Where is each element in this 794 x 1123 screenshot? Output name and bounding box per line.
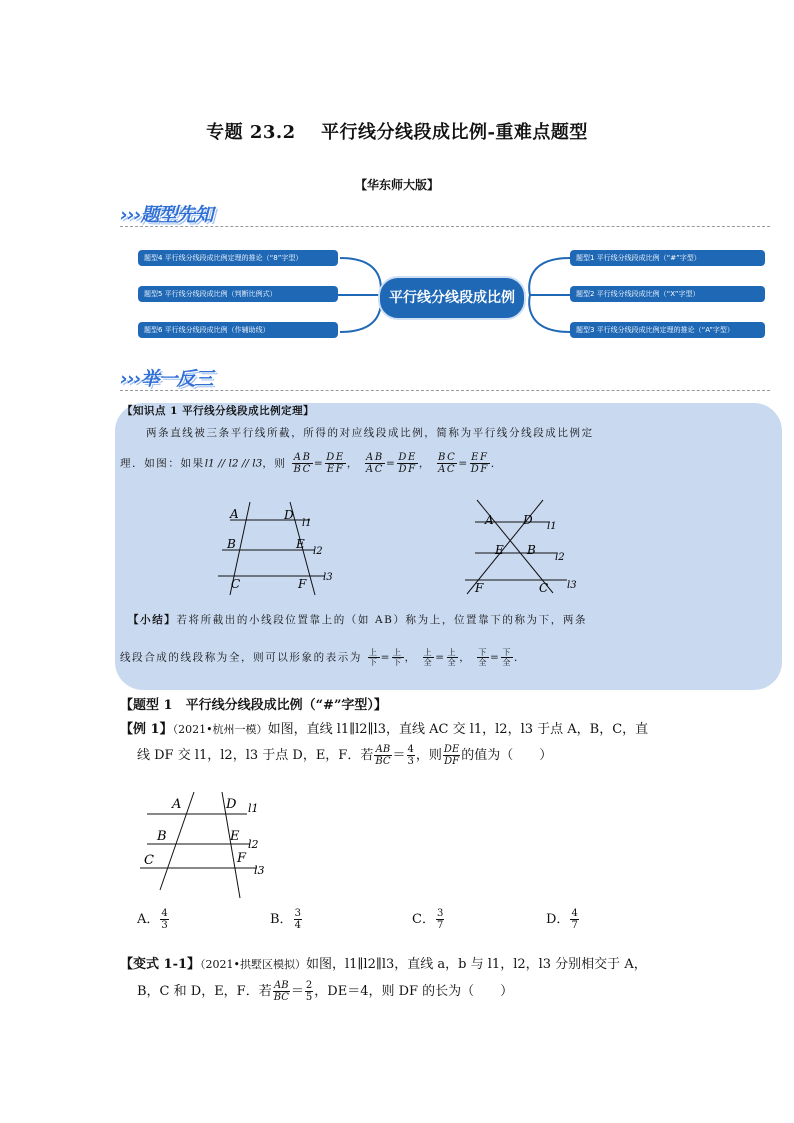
divider xyxy=(120,390,770,391)
fraction: $\frac{BC}{AC}$ xyxy=(437,452,457,475)
mindmap-item-type4: 题型4 平行线分线段成比例定理的推论（“8”字型） xyxy=(138,250,338,266)
fraction: $\frac{4}{3}$ xyxy=(407,744,414,767)
fig2-label: D xyxy=(523,513,533,527)
banner-arrows: ››› xyxy=(120,368,141,390)
fraction: $\frac{AB}{BC}$ xyxy=(375,744,391,767)
fraction: $\frac{4}{7}$ xyxy=(571,908,578,931)
option-d[interactable]: D． $\frac{4}{7}$ xyxy=(546,908,578,931)
fig2-label: C xyxy=(539,581,549,595)
banner-examples xyxy=(120,364,213,391)
fig2-label: F xyxy=(475,581,484,595)
fraction: $\frac{2}{5}$ xyxy=(305,980,313,1003)
banner-question-preview xyxy=(120,200,213,227)
fig2-label: E xyxy=(495,543,504,557)
fig3-label: D xyxy=(226,797,237,812)
fig1-label: l1 xyxy=(302,518,312,529)
fig2-label: l3 xyxy=(567,580,577,591)
mindmap-item-type3: 题型3 平行线分线段成比例定理的推论（“A”字型） xyxy=(570,322,765,338)
parallel-notation: l1 // l2 // l3 xyxy=(204,457,263,470)
fraction: $\frac{\text{上}}{\text{下}}$ xyxy=(392,648,403,667)
fraction: $\frac{3}{7}$ xyxy=(436,908,444,931)
fraction: $\frac{EF}{DF}$ xyxy=(470,452,489,475)
fig2-label: B xyxy=(527,543,536,557)
fig3-label: l3 xyxy=(254,864,265,877)
variant-tag: 【变式 1-1】 xyxy=(120,957,201,972)
divider xyxy=(120,226,770,227)
fraction: $\frac{AB}{AC}$ xyxy=(365,452,384,475)
edition-label: 【华东师大版】 xyxy=(354,178,439,192)
page-title: 专题 23.2 平行线分线段成比例-重难点题型 xyxy=(206,122,588,143)
fig2-label: l1 xyxy=(547,521,557,532)
summary-tag: 【小结】 xyxy=(128,614,177,626)
knowledge-line2: 理．如图：如果l1 // l2 // l3，则 $\frac{AB}{BC}$ = $\frac{DE}{EF}$ ， $\frac{AB}{AC}$ = $\frac{DE}{DF}$ ， $\frac{BC}{AC}$ = $\frac{EF}{DF}$ ． xyxy=(120,452,504,475)
figure-x-shape xyxy=(455,498,590,598)
type1-heading: 【题型 1 平行线分线段成比例（“#”字型）】 xyxy=(120,698,387,713)
example-tag: 【例 1】 xyxy=(120,722,173,737)
fig3-label: l2 xyxy=(248,838,259,851)
variant1-line1: 【变式 1-1】（2021•拱墅区模拟）如图，l1∥l2∥l3，直线 a，b 与 l1，l2，l3 分别相交于 A， xyxy=(120,957,647,972)
fraction: $\frac{\text{上}}{\text{全}}$ xyxy=(423,648,434,667)
fig3-label: E xyxy=(230,829,240,844)
mindmap-item-type5: 题型5 平行线分线段成比例（判断比例式） xyxy=(138,286,338,302)
fig3-label: C xyxy=(144,853,154,868)
fig1-label: l2 xyxy=(313,546,323,557)
fraction: $\frac{DE}{DF}$ xyxy=(443,744,460,767)
mindmap-center: 平行线分线段成比例 xyxy=(378,276,526,320)
mindmap-item-type6: 题型6 平行线分线段成比例（作辅助线） xyxy=(138,322,338,338)
fraction: $\frac{3}{4}$ xyxy=(294,908,301,931)
variant1-line2: B，C 和 D，E，F．若 $\frac{AB}{BC}$ ＝ $\frac{2}{5}$ ，DE＝4，则 DF 的长为（ ） xyxy=(137,980,514,1003)
fraction: $\frac{DE}{EF}$ xyxy=(326,452,345,475)
mindmap-item-type2: 题型2 平行线分线段成比例（“X”字型） xyxy=(570,286,765,302)
fig2-label: A xyxy=(485,513,494,527)
fig1-label: C xyxy=(231,577,241,591)
fraction: $\frac{AB}{BC}$ xyxy=(273,980,289,1003)
fraction: $\frac{4}{3}$ xyxy=(161,908,168,931)
example-source: （2021•杭州一模） xyxy=(172,723,268,736)
banner-text: 举一反三 xyxy=(140,368,213,390)
fig1-label: B xyxy=(227,537,236,551)
fraction: $\frac{\text{上}}{\text{全}}$ xyxy=(447,648,458,667)
option-a[interactable]: A． $\frac{4}{3}$ xyxy=(137,908,168,931)
fig1-label: l3 xyxy=(323,572,333,583)
fig3-label: A xyxy=(172,797,182,812)
fraction: $\frac{\text{下}}{\text{全}}$ xyxy=(502,648,512,667)
variant-source: （2021•拱墅区模拟） xyxy=(200,958,306,971)
fraction: $\frac{AB}{BC}$ xyxy=(293,452,312,475)
fraction: $\frac{\text{上}}{\text{下}}$ xyxy=(368,648,379,667)
fig2-label: l2 xyxy=(555,552,565,563)
fig3-label: l1 xyxy=(248,802,259,815)
fraction: $\frac{\text{下}}{\text{全}}$ xyxy=(478,648,488,667)
option-b[interactable]: B． $\frac{3}{4}$ xyxy=(270,908,301,931)
knowledge-heading: 【知识点 1 平行线分线段成比例定理】 xyxy=(122,405,315,417)
banner-text: 题型先知 xyxy=(140,204,213,226)
fig1-label: F xyxy=(298,577,307,591)
example1-line1: 【例 1】（2021•杭州一模）如图，直线 l1∥l2∥l3，直线 AC 交 l1，l2，l3 于点 A，B，C，直 xyxy=(120,722,649,737)
summary-line2: 线段合成的线段称为全，则可以形象的表示为 $\frac{\text{上}}{\text{下}}$ = $\frac{\text{上}}{\text{下}}$ ， $\frac{\text{上}}{\text{全}}$ = $\frac{\text{上}}{\text{全}}$ ， $\frac{\text{下}}{\text{全}}$ = $\frac{\text{下}}{\text{全}}$ ． xyxy=(120,648,527,667)
figure-hash-shape xyxy=(210,500,345,600)
example1-line2: 线 DF 交 l1，l2，l3 于点 D，E，F．若 $\frac{AB}{BC}$ ＝ $\frac{4}{3}$ ，则 $\frac{DE}{DF}$ 的值为（ ） xyxy=(137,744,553,767)
figure-example1 xyxy=(132,790,277,900)
fraction: $\frac{DE}{DF}$ xyxy=(398,452,417,475)
fig1-label: D xyxy=(284,508,294,522)
fig3-label: B xyxy=(157,829,167,844)
fig1-label: A xyxy=(230,507,239,521)
knowledge-line1: 两条直线被三条平行线所截，所得的对应线段成比例，简称为平行线分线段成比例定 xyxy=(146,427,594,439)
fig1-label: E xyxy=(296,537,305,551)
mindmap-item-type1: 题型1 平行线分线段成比例（“#”字型） xyxy=(570,250,765,266)
option-c[interactable]: C． $\frac{3}{7}$ xyxy=(412,908,444,931)
summary-line1: 【小结】若将所截出的小线段位置靠上的（如 AB）称为上，位置靠下的称为下，两条 xyxy=(128,614,588,626)
banner-arrows: ››› xyxy=(120,204,141,226)
fig3-label: F xyxy=(237,851,247,866)
